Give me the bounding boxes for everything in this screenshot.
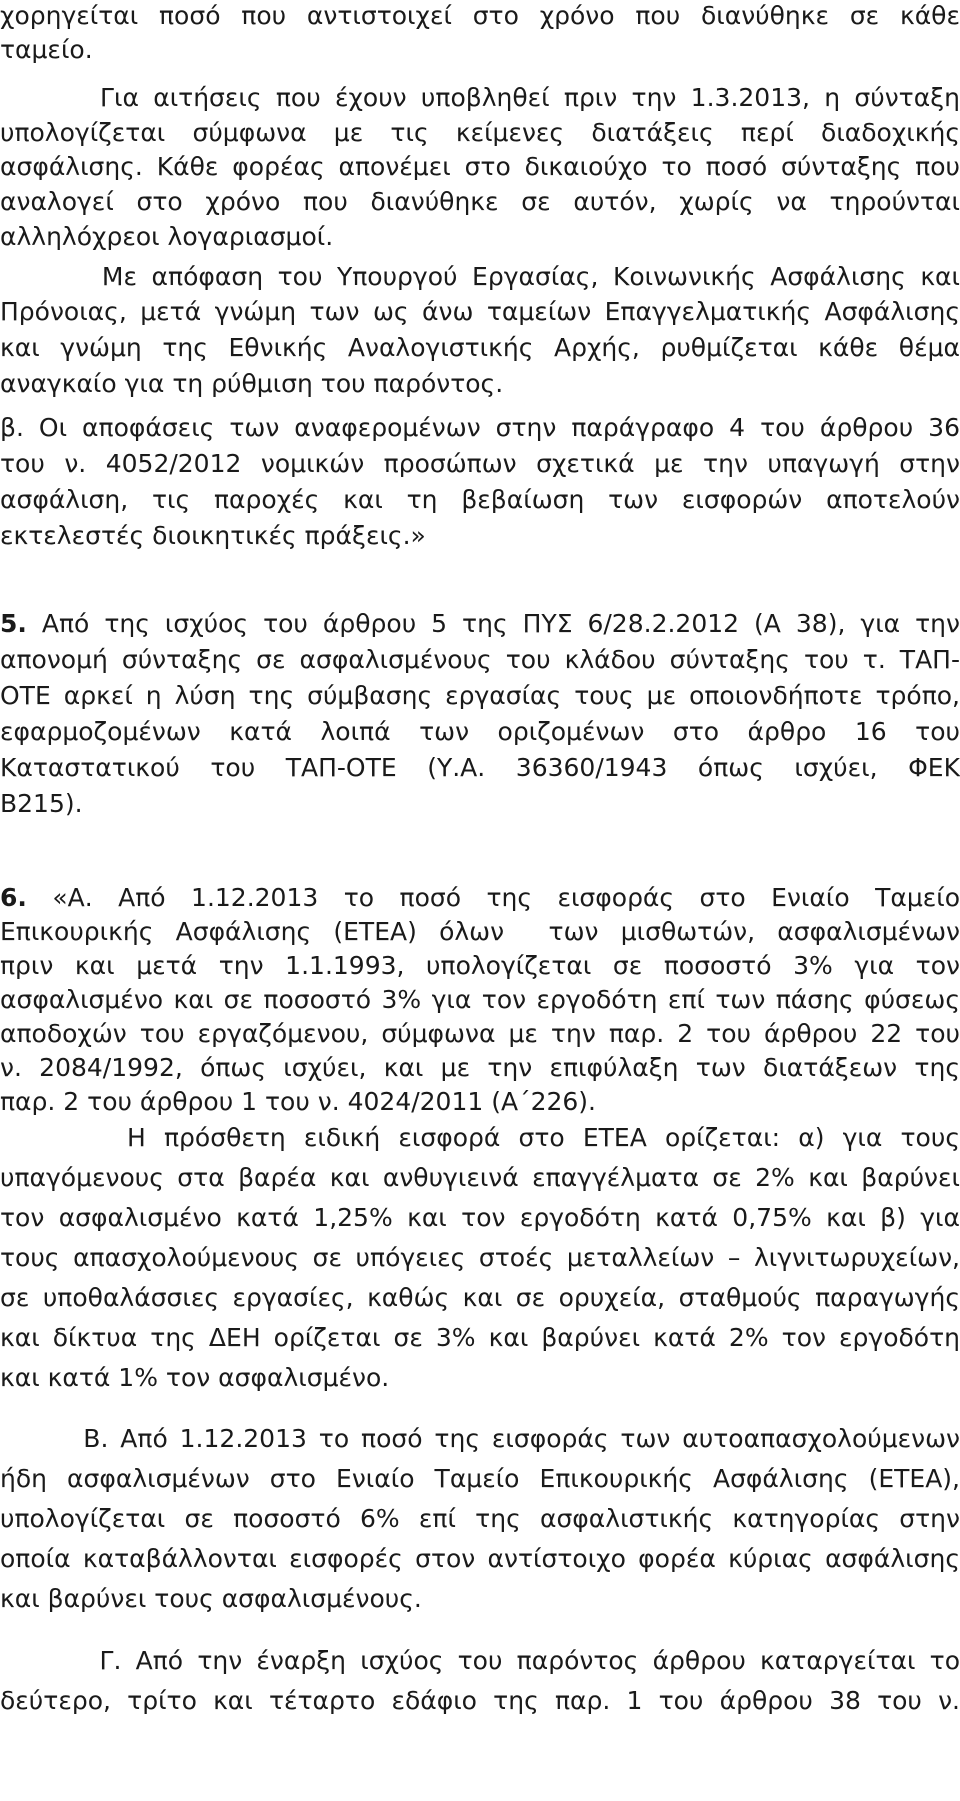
text-line: πριν και μετά την 1.1.1993, υπολογίζεται σε ποσοστό 3% για τον	[0, 951, 960, 980]
text-line: τον ασφαλισμένο κατά 1,25% και τον εργοδότη κατά 0,75% και β) για	[0, 1203, 960, 1232]
text-line: ασφαλισμένο και σε ποσοστό 3% για τον εργοδότη επί των πάσης φύσεως	[0, 985, 960, 1014]
text-line: Πρόνοιας, μετά γνώμη των ως άνω ταμείων Επαγγελματικής Ασφάλισης	[0, 297, 960, 326]
text-line: εκτελεστές διοικητικές πράξεις.»	[0, 521, 426, 550]
text-line: οποία καταβάλλονται εισφορές στον αντίστοιχο φορέα κύριας ασφάλισης	[0, 1544, 960, 1573]
text-line: ασφάλισης. Κάθε φορέας απονέμει στο δικαιούχο το ποσό σύνταξης που	[0, 152, 960, 181]
text-line: Για αιτήσεις που έχουν υποβληθεί πριν την 1.3.2013, η σύνταξη	[0, 83, 960, 112]
text-line: αναλογεί στο χρόνο που διανύθηκε σε αυτόν, χωρίς να τηρούνται	[0, 187, 960, 216]
text-line: εφαρμοζομένων κατά λοιπά των οριζομένων στο άρθρο 16 του	[0, 717, 960, 746]
text-line: Γ. Από την έναρξη ισχύος του παρόντος άρθρου καταργείται το	[0, 1646, 960, 1675]
text-line: Β. Από 1.12.2013 το ποσό της εισφοράς των αυτοαπασχολούμενων	[0, 1424, 960, 1453]
text-line: τους απασχολούμενους σε υπόγειες στοές μεταλλείων – λιγνιτωρυχείων,	[0, 1243, 960, 1272]
text-line: δεύτερο, τρίτο και τέταρτο εδάφιο της παρ. 1 του άρθρου 38 του ν.	[0, 1686, 960, 1715]
text-line: και βαρύνει τους ασφαλισμένους.	[0, 1584, 422, 1613]
text-line: παρ. 2 του άρθρου 1 του ν. 4024/2011 (Α΄226).	[0, 1087, 596, 1116]
text-line: Η πρόσθετη ειδική εισφορά στο ΕΤΕΑ ορίζεται: α) για τους	[0, 1123, 960, 1152]
text-line: και κατά 1% τον ασφαλισμένο.	[0, 1363, 390, 1392]
text-line: αποδοχών του εργαζόμενου, σύμφωνα με την παρ. 2 του άρθρου 22 του	[0, 1019, 960, 1048]
text-line: ταμείο.	[0, 35, 93, 64]
section-number: 6.	[0, 883, 27, 912]
text-line: σε υποθαλάσσιες εργασίες, καθώς και σε ορυχεία, σταθμούς παραγωγής	[0, 1283, 960, 1312]
text-line: Με απόφαση του Υπουργού Εργασίας, Κοινωνικής Ασφάλισης και	[0, 262, 960, 291]
text-line: Επικουρικής Ασφάλισης (ΕΤΕΑ) όλων των μισθωτών, ασφαλισμένων	[0, 917, 960, 946]
text-line: Β215).	[0, 789, 83, 818]
text-line-content: Από της ισχύος του άρθρου 5 της ΠΥΣ 6/28.2.2012 (Α 38), για την	[26, 609, 960, 638]
text-line: υπολογίζεται σύμφωνα με τις κείμενες διατάξεις περί διαδοχικής	[0, 118, 960, 147]
text-line: αναγκαίο για τη ρύθμιση του παρόντος.	[0, 369, 504, 398]
text-line: Καταστατικού του ΤΑΠ-ΟΤΕ (Υ.Α. 36360/1943 όπως ισχύει, ΦΕΚ	[0, 753, 960, 782]
text-line	[0, 606, 960, 642]
text-line: υπολογίζεται σε ποσοστό 6% επί της ασφαλιστικής κατηγορίας στην	[0, 1504, 960, 1533]
text-line: υπαγόμενους στα βαρέα και ανθυγιεινά επαγγέλματα σε 2% και βαρύνει	[0, 1163, 960, 1192]
text-line: ήδη ασφαλισμένων στο Ενιαίο Ταμείο Επικουρικής Ασφάλισης (ΕΤΕΑ),	[0, 1464, 960, 1493]
text-line: ΟΤΕ αρκεί η λύση της σύμβασης εργασίας τους με οποιονδήποτε τρόπο,	[0, 681, 960, 710]
text-line: ν. 2084/1992, όπως ισχύει, και με την επιφύλαξη των διατάξεων της	[0, 1053, 960, 1082]
text-line: αλληλόχρεοι λογαριασμοί.	[0, 222, 334, 251]
text-line-content: «Α. Από 1.12.2013 το ποσό της εισφοράς στο Ενιαίο Ταμείο	[26, 883, 960, 912]
text-line: και δίκτυα της ΔΕΗ ορίζεται σε 3% και βαρύνει κατά 2% τον εργοδότη	[0, 1323, 960, 1352]
text-line: β. Οι αποφάσεις των αναφερομένων στην παράγραφο 4 του άρθρου 36	[0, 413, 960, 442]
text-line: απονομή σύνταξης σε ασφαλισμένους του κλάδου σύνταξης του τ. ΤΑΠ-	[0, 645, 960, 674]
text-line: του ν. 4052/2012 νομικών προσώπων σχετικά με την υπαγωγή στην	[0, 449, 960, 478]
text-line: ασφάλιση, τις παροχές και τη βεβαίωση των εισφορών αποτελούν	[0, 485, 960, 514]
text-line	[0, 880, 960, 916]
text-line: και γνώμη της Εθνικής Αναλογιστικής Αρχής, ρυθμίζεται κάθε θέμα	[0, 333, 960, 362]
section-number: 5.	[0, 609, 27, 638]
text-line: χορηγείται ποσό που αντιστοιχεί στο χρόνο που διανύθηκε σε κάθε	[0, 1, 960, 30]
